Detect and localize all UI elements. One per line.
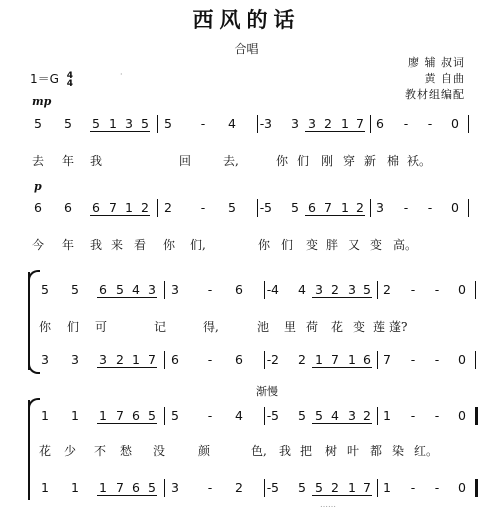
lyric-syllable: 染 xyxy=(391,444,404,458)
note-token: 3 xyxy=(291,116,299,131)
note-token: 0 xyxy=(458,480,466,495)
note-token: 3 xyxy=(125,116,133,131)
lyric-syllable: 色, xyxy=(251,444,267,458)
note-token: - xyxy=(410,480,416,495)
lyric-syllable: 少 xyxy=(63,444,76,458)
note-token: 2 xyxy=(164,200,172,215)
stray-mark: · xyxy=(120,70,123,79)
note-token: 3 xyxy=(315,282,323,297)
note-token: 6 xyxy=(376,116,384,131)
note-token: 5 xyxy=(34,116,42,131)
song-subtitle: 合唱 xyxy=(234,42,259,56)
lyric-line-3 xyxy=(0,318,493,334)
note-token: 4 xyxy=(132,282,140,297)
note-token: 2 xyxy=(363,408,371,423)
note-token: 5 xyxy=(64,116,72,131)
lyric-syllable: 得, xyxy=(203,320,219,334)
note-token: 1 xyxy=(41,480,49,495)
key-signature xyxy=(30,70,73,88)
note-token: 4 xyxy=(298,282,306,297)
lyric-line-2 xyxy=(0,236,493,252)
note-token: 6 xyxy=(34,200,42,215)
dynamic-p: p xyxy=(34,180,42,193)
note-token: 7 xyxy=(116,408,124,423)
note-token: 5 xyxy=(228,200,236,215)
brace-choir-2 xyxy=(28,400,30,500)
note-token: - xyxy=(434,352,440,367)
note-token: - xyxy=(259,116,265,131)
meter-top: 4 xyxy=(66,70,74,81)
note-token: 2 xyxy=(141,200,149,215)
note-token: 3 xyxy=(171,282,179,297)
beam-line xyxy=(312,495,372,496)
note-token: 2 xyxy=(235,480,243,495)
barline xyxy=(264,281,265,299)
note-token: 5 xyxy=(148,480,156,495)
note-token: 6 xyxy=(308,200,316,215)
barline xyxy=(164,407,165,425)
barline xyxy=(475,479,478,497)
note-token: 5 xyxy=(271,480,279,495)
lyric-line-5 xyxy=(0,442,493,458)
lyric-syllable: 不 xyxy=(93,444,106,458)
note-token: 5 xyxy=(291,200,299,215)
note-token: 5 xyxy=(92,116,100,131)
lyric-line-1 xyxy=(0,152,493,168)
note-token: 2 xyxy=(298,352,306,367)
lyric-syllable: 红。 xyxy=(414,444,439,458)
note-token: 1 xyxy=(109,116,117,131)
lyric-syllable: 们 xyxy=(66,320,79,334)
lyric-syllable: 又 xyxy=(347,238,360,252)
note-token: 5 xyxy=(298,480,306,495)
note-token: - xyxy=(259,200,265,215)
lyric-syllable: 花 xyxy=(330,320,343,334)
lyric-syllable: 变 xyxy=(352,320,365,334)
note-token: 5 xyxy=(116,282,124,297)
note-token: 5 xyxy=(315,480,323,495)
note-token: - xyxy=(207,408,213,423)
note-token: - xyxy=(207,480,213,495)
lyric-syllable: 你 xyxy=(38,320,51,334)
lyric-syllable: 穿 xyxy=(342,154,355,168)
note-token: 0 xyxy=(458,282,466,297)
note-token: 1 xyxy=(71,480,79,495)
beam-line xyxy=(305,131,365,132)
melody-line-5 xyxy=(0,408,493,428)
note-token: - xyxy=(266,282,272,297)
note-token: - xyxy=(427,116,433,131)
note-token: 7 xyxy=(324,200,332,215)
note-token: 6 xyxy=(132,408,140,423)
barline xyxy=(475,407,478,425)
note-token: 3 xyxy=(99,352,107,367)
brace-bottom-1 xyxy=(28,364,40,374)
barline xyxy=(370,199,371,217)
lyric-syllable: 今 xyxy=(31,238,44,252)
note-token: 3 xyxy=(348,282,356,297)
lyric-syllable: 袄。 xyxy=(407,154,432,168)
barline xyxy=(157,115,158,133)
barline xyxy=(377,479,378,497)
lyricist-credit: 廖 辅 叔词 xyxy=(408,56,465,69)
lyric-syllable: 莲 xyxy=(372,320,385,334)
note-token: 1 xyxy=(41,408,49,423)
note-token: 1 xyxy=(71,408,79,423)
note-token: 4 xyxy=(228,116,236,131)
key-label: 1＝G xyxy=(30,72,59,86)
barline xyxy=(377,407,378,425)
note-token: 7 xyxy=(356,116,364,131)
barline xyxy=(468,115,469,133)
note-token: 5 xyxy=(171,408,179,423)
lyric-syllable: 叶 xyxy=(346,444,359,458)
arranger-credit: 教材组编配 xyxy=(405,88,465,101)
note-token: 0 xyxy=(458,408,466,423)
melody-line-4 xyxy=(0,352,493,372)
note-token: - xyxy=(266,352,272,367)
lyric-syllable: 去 xyxy=(31,154,44,168)
note-token: 2 xyxy=(356,200,364,215)
lyric-syllable: 愁 xyxy=(119,444,132,458)
lyric-syllable: 看 xyxy=(133,238,146,252)
note-token: 7 xyxy=(331,352,339,367)
note-token: 5 xyxy=(315,408,323,423)
note-token: 0 xyxy=(451,200,459,215)
note-token: 3 xyxy=(308,116,316,131)
melody-line-6 xyxy=(0,480,493,500)
note-token: 6 xyxy=(92,200,100,215)
note-token: 1 xyxy=(383,480,391,495)
note-token: 2 xyxy=(271,352,279,367)
note-token: 5 xyxy=(264,200,272,215)
note-token: 1 xyxy=(348,480,356,495)
note-token: 1 xyxy=(341,200,349,215)
footer-fragment: …… xyxy=(320,500,336,509)
lyric-syllable: 去, xyxy=(223,154,239,168)
lyric-syllable: 我 xyxy=(89,238,102,252)
beam-line xyxy=(312,423,372,424)
note-token: 5 xyxy=(141,116,149,131)
note-token: 3 xyxy=(171,480,179,495)
beam-line xyxy=(97,423,157,424)
lyric-syllable: 刚 xyxy=(320,154,333,168)
note-token: 7 xyxy=(116,480,124,495)
lyric-syllable: 来 xyxy=(110,238,123,252)
note-token: - xyxy=(403,116,409,131)
note-token: 5 xyxy=(148,408,156,423)
beam-line xyxy=(97,367,157,368)
lyric-syllable: 花 xyxy=(38,444,51,458)
note-token: 5 xyxy=(298,408,306,423)
note-token: - xyxy=(434,480,440,495)
note-token: 5 xyxy=(41,282,49,297)
note-token: 7 xyxy=(363,480,371,495)
barline xyxy=(264,407,265,425)
note-token: 2 xyxy=(116,352,124,367)
barline xyxy=(164,479,165,497)
note-token: 1 xyxy=(315,352,323,367)
note-token: 3 xyxy=(348,408,356,423)
lyric-syllable: 们 xyxy=(296,154,309,168)
lyric-syllable: 可 xyxy=(94,320,107,334)
lyric-syllable: 变 xyxy=(369,238,382,252)
note-token: - xyxy=(200,116,206,131)
lyric-syllable: 颜 xyxy=(197,444,210,458)
barline xyxy=(475,281,476,299)
lyric-syllable: 年 xyxy=(61,154,74,168)
dynamic-mp: mp xyxy=(32,95,52,108)
note-token: - xyxy=(410,352,416,367)
note-token: 3 xyxy=(376,200,384,215)
lyric-syllable: 你 xyxy=(162,238,175,252)
lyric-syllable: 你 xyxy=(275,154,288,168)
note-token: 6 xyxy=(235,282,243,297)
barline xyxy=(264,351,265,369)
note-token: 5 xyxy=(363,282,371,297)
meter-bottom: 4 xyxy=(66,78,74,89)
beam-line xyxy=(312,297,372,298)
beam-line xyxy=(97,297,157,298)
note-token: 2 xyxy=(331,282,339,297)
note-token: 2 xyxy=(324,116,332,131)
tempo-marking: 渐慢 xyxy=(256,385,278,398)
beam-line xyxy=(90,131,150,132)
note-token: - xyxy=(410,282,416,297)
note-token: 6 xyxy=(64,200,72,215)
melody-line-3 xyxy=(0,282,493,302)
note-token: 7 xyxy=(148,352,156,367)
note-token: 3 xyxy=(148,282,156,297)
note-token: 1 xyxy=(125,200,133,215)
note-token: 0 xyxy=(451,116,459,131)
note-token: - xyxy=(434,408,440,423)
lyric-syllable: 没 xyxy=(152,444,165,458)
note-token: 6 xyxy=(235,352,243,367)
lyric-syllable: 们 xyxy=(280,238,293,252)
note-token: - xyxy=(434,282,440,297)
note-token: 2 xyxy=(331,480,339,495)
note-token: 1 xyxy=(132,352,140,367)
note-token: - xyxy=(266,480,272,495)
lyric-syllable: 都 xyxy=(369,444,382,458)
note-token: - xyxy=(427,200,433,215)
note-token: 4 xyxy=(331,408,339,423)
beam-line xyxy=(90,215,150,216)
lyric-syllable: 年 xyxy=(61,238,74,252)
barline xyxy=(370,115,371,133)
barline xyxy=(377,351,378,369)
note-token: 1 xyxy=(99,408,107,423)
lyric-syllable: 胖 xyxy=(325,238,338,252)
note-token: 7 xyxy=(109,200,117,215)
lyric-syllable: 高。 xyxy=(393,238,418,252)
lyric-syllable: 记 xyxy=(153,320,166,334)
beam-line xyxy=(312,367,372,368)
melody-line-2 xyxy=(0,200,493,220)
note-token: 1 xyxy=(99,480,107,495)
note-token: 3 xyxy=(71,352,79,367)
lyric-syllable: 变 xyxy=(305,238,318,252)
lyric-syllable: 棉 xyxy=(386,154,399,168)
barline xyxy=(257,115,258,133)
lyric-syllable: 们, xyxy=(190,238,206,252)
note-token: 4 xyxy=(235,408,243,423)
note-token: 1 xyxy=(383,408,391,423)
note-token: 3 xyxy=(264,116,272,131)
note-token: - xyxy=(403,200,409,215)
note-token: - xyxy=(207,352,213,367)
barline xyxy=(475,351,476,369)
note-token: 1 xyxy=(341,116,349,131)
note-token: 6 xyxy=(363,352,371,367)
note-token: - xyxy=(200,200,206,215)
barline xyxy=(157,199,158,217)
note-token: 6 xyxy=(99,282,107,297)
lyric-syllable: 蓬? xyxy=(389,320,408,334)
lyric-syllable: 新 xyxy=(363,154,376,168)
note-token: - xyxy=(410,408,416,423)
note-token: - xyxy=(266,408,272,423)
song-title: 西风的话 xyxy=(192,7,301,32)
note-token: 3 xyxy=(41,352,49,367)
composer-credit: 黄 自曲 xyxy=(424,72,465,85)
note-token: 4 xyxy=(271,282,279,297)
note-token: 6 xyxy=(132,480,140,495)
barline xyxy=(377,281,378,299)
melody-line-1 xyxy=(0,116,493,136)
lyric-syllable: 把 xyxy=(299,444,312,458)
note-token: - xyxy=(207,282,213,297)
note-token: 5 xyxy=(271,408,279,423)
lyric-syllable: 你 xyxy=(257,238,270,252)
barline xyxy=(264,479,265,497)
lyric-syllable: 我 xyxy=(278,444,291,458)
lyric-syllable: 荷 xyxy=(305,320,318,334)
barline xyxy=(257,199,258,217)
note-token: 1 xyxy=(348,352,356,367)
barline xyxy=(164,281,165,299)
lyric-syllable: 树 xyxy=(324,444,337,458)
lyric-syllable: 池 xyxy=(256,320,269,334)
brace-choir-1 xyxy=(28,272,30,370)
lyric-syllable: 我 xyxy=(89,154,102,168)
beam-line xyxy=(97,495,157,496)
beam-line xyxy=(305,215,365,216)
note-token: 7 xyxy=(383,352,391,367)
lyric-syllable: 里 xyxy=(283,320,296,334)
note-token: 0 xyxy=(458,352,466,367)
note-token: 6 xyxy=(171,352,179,367)
lyric-syllable: 回 xyxy=(178,154,191,168)
time-signature xyxy=(67,72,73,88)
barline xyxy=(164,351,165,369)
note-token: 2 xyxy=(383,282,391,297)
barline xyxy=(468,199,469,217)
note-token: 5 xyxy=(164,116,172,131)
note-token: 5 xyxy=(71,282,79,297)
